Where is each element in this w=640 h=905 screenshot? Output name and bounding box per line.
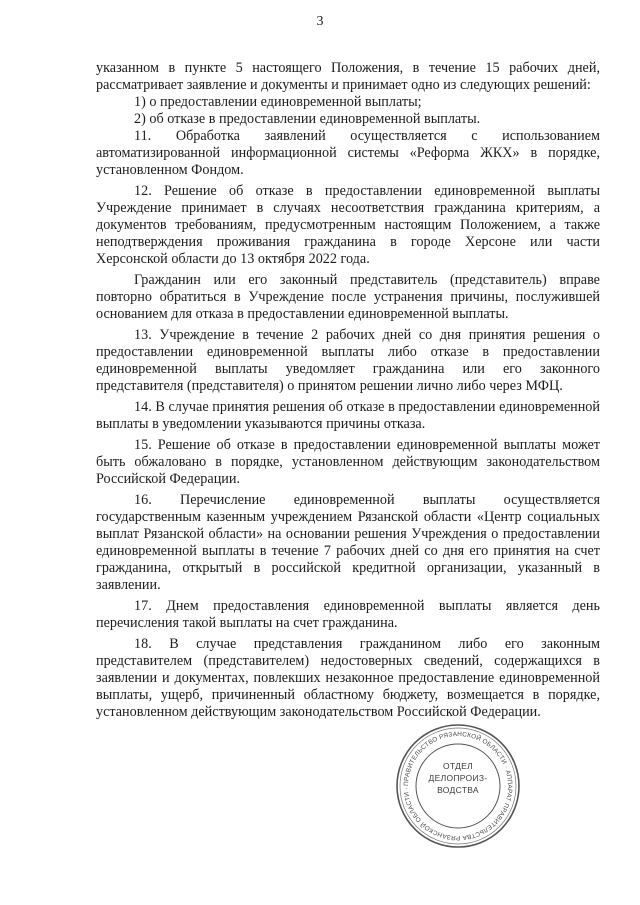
clause-14: 14. В случае принятия решения об отказе в предоставлении единовременной выплаты в уведомлении указываются причины отказа. — [96, 399, 600, 432]
stamp-line-2: ДЕЛОПРОИЗ- — [428, 773, 488, 783]
stamp-line-3: ВОДСТВА — [437, 785, 479, 795]
clause-16: 16. Перечисление единовременной выплаты осуществляется государственным казенным учреждением Рязанской области «Центр социальных выплат Рязанской области» на основании решения Учреждения о предоставлении единовременной выплаты в течение 7 рабочих дней со дня его принятия на счет гражданина, открытый в российской кредитной организации, указанный в заявлении. — [96, 492, 600, 593]
clause-17: 17. Днем предоставления единовременной выплаты является день перечисления такой выплаты на счет гражданина. — [96, 598, 600, 631]
stamp-center-text — [394, 760, 522, 796]
clause-13: 13. Учреждение в течение 2 рабочих дней со дня принятия решения о предоставлении единовременной выплаты либо отказе в предоставлении единовременной выплаты уведомляет гражданина или его законного представителя (представителя) о принятом решении лично либо через МФЦ. — [96, 327, 600, 394]
document-body — [96, 60, 600, 721]
stamp-line-1: ОТДЕЛ — [442, 761, 474, 771]
list-item-grant: 1) о предоставлении единовременной выплаты; — [134, 94, 422, 110]
stamp-outer-text: ПРАВИТЕЛЬСТВО РЯЗАНСКОЙ ОБЛАСТИ · АППАРАТ ПРАВИТЕЛЬСТВА РЯЗАНСКОЙ ОБЛАСТИ · — [402, 730, 514, 842]
official-stamp — [394, 722, 522, 850]
clause-18: 18. В случае представления гражданином либо его законным представителем (представителем) недостоверных сведений, содержащихся в заявлении и документах, повлекших незаконное предоставление единовременной выплаты, ущерб, причиненный областному бюджету, возмещается в порядке, установленном действующим законодательством Российской Федерации. — [96, 636, 600, 720]
paragraph-continuation: указанном в пункте 5 настоящего Положения, в течение 15 рабочих дней, рассматривает заявление и документы и принимает одно из следующих решений: — [96, 60, 600, 93]
clause-12: 12. Решение об отказе в предоставлении единовременной выплаты Учреждение принимает в случаях несоответствия гражданина критериям, а документов требованиям, предусмотренным настоящим Положением, а также неподтверждения проживания гражданина в городе Херсоне или части Херсонской области до 13 октября 2022 года. — [96, 183, 600, 267]
list-item-refusal: 2) об отказе в предоставлении единовременной выплаты. — [134, 111, 481, 127]
clause-12-repeat-application: Гражданин или его законный представитель (представитель) вправе повторно обратиться в Учреждение после устранения причины, послужившей основанием для отказа в предоставлении единовременной выплаты. — [96, 272, 600, 322]
page-number: 3 — [316, 14, 324, 29]
clause-11: 11. Обработка заявлений осуществляется с использованием автоматизированной информационной системы «Реформа ЖКХ» в порядке, установленном Фондом. — [96, 128, 600, 178]
clause-15: 15. Решение об отказе в предоставлении единовременной выплаты может быть обжаловано в порядке, установленном действующим законодательством Российской Федерации. — [96, 437, 600, 487]
